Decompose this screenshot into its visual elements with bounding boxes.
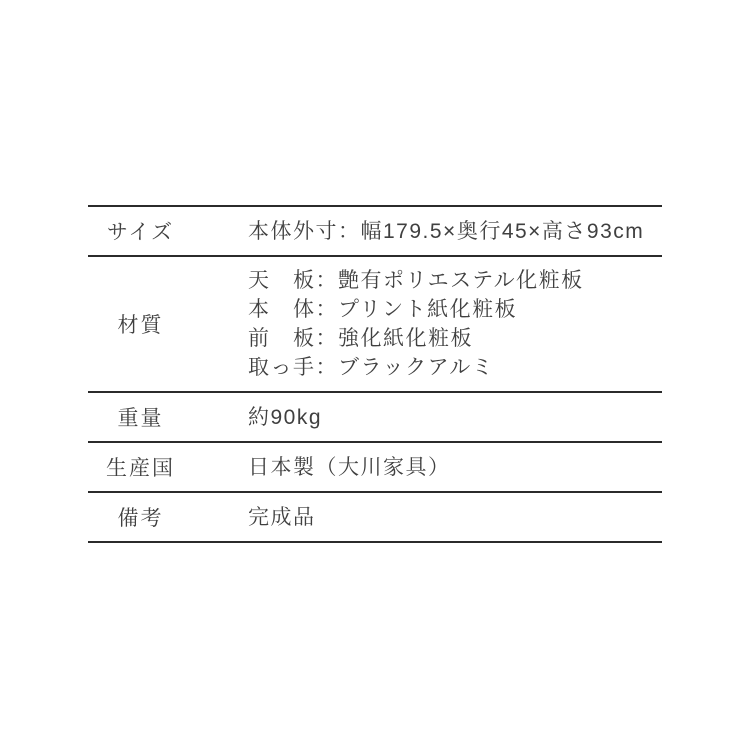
spec-table xyxy=(88,205,662,543)
spec-value-line: 前 板：強化紙化粧板 xyxy=(248,327,473,350)
table-row xyxy=(88,392,662,442)
spec-value-line: 本体外寸：幅179.5×奥行45×高さ93cm xyxy=(248,219,645,243)
spec-value-line: 日本製（大川家具） xyxy=(248,455,451,479)
spec-value xyxy=(193,206,662,256)
spec-value-line: 本 体：プリント紙化粧板 xyxy=(248,298,518,321)
table-row xyxy=(88,492,662,542)
spec-value-line: 天 板：艶有ポリエステル化粧板 xyxy=(248,269,584,292)
spec-value xyxy=(193,492,662,542)
product-spec-section xyxy=(88,205,662,543)
spec-label: サイズ xyxy=(106,221,175,244)
spec-value-line: 取っ手：ブラックアルミ xyxy=(248,356,495,379)
spec-value xyxy=(193,442,662,492)
table-row xyxy=(88,206,662,256)
spec-value xyxy=(193,256,662,392)
table-row xyxy=(88,256,662,392)
spec-value-line: 完成品 xyxy=(248,505,316,529)
spec-label: 生産国 xyxy=(106,457,175,480)
spec-value-line: 約90kg xyxy=(248,405,323,429)
spec-label: 備考 xyxy=(117,507,164,530)
table-row xyxy=(88,442,662,492)
spec-value xyxy=(193,392,662,442)
spec-table-body xyxy=(88,206,662,542)
spec-label: 重量 xyxy=(117,407,164,430)
spec-label: 材質 xyxy=(117,314,164,337)
